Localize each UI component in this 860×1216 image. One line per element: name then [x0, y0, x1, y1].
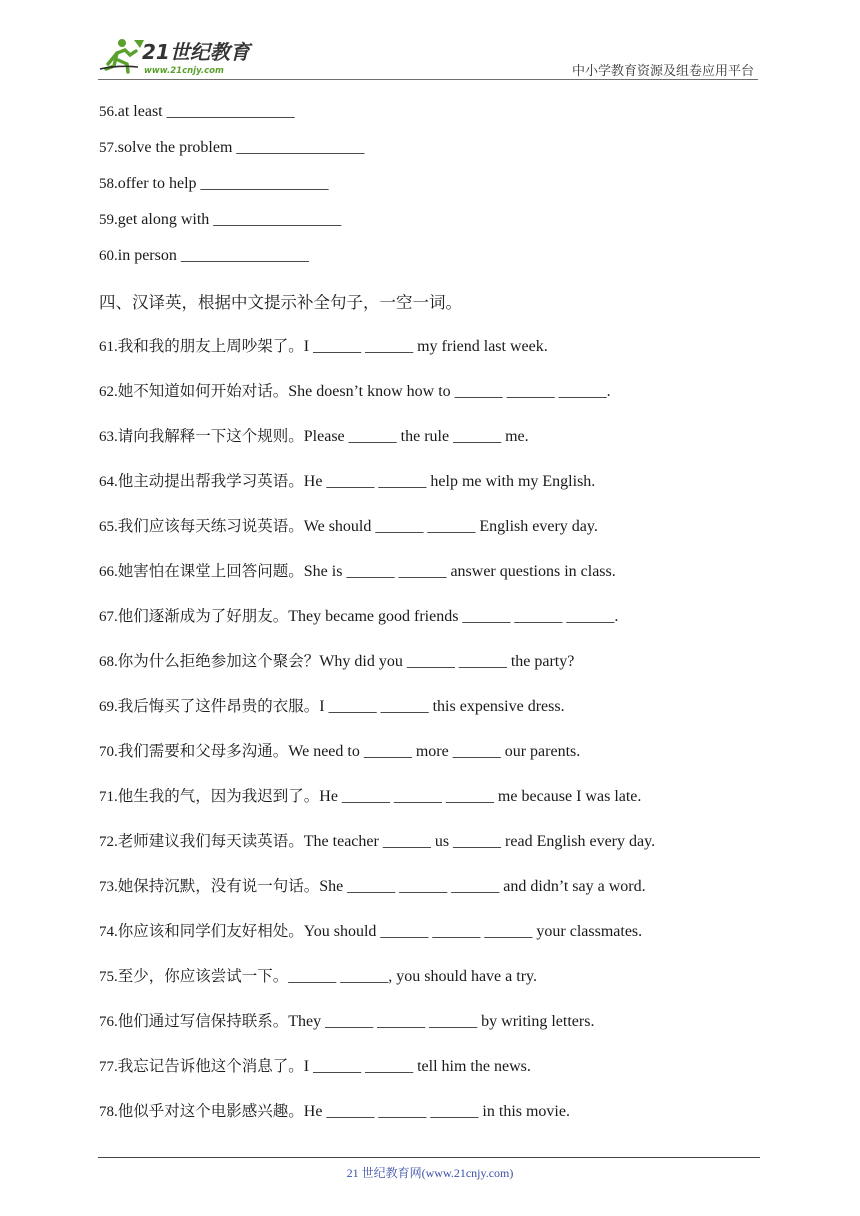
answer-line: He ______ ______ ______ me because I was late. — [319, 788, 642, 805]
question-number: 66. — [99, 564, 118, 580]
answer-line: They became good friends ______ ______ ______. — [288, 608, 619, 625]
answer-line: Why did you ______ ______ the party? — [319, 653, 575, 670]
chinese-prompt: 你为什么拒绝参加这个聚会？ — [117, 652, 320, 670]
chinese-prompt: 他们逐渐成为了好朋友。 — [117, 607, 289, 625]
question-number: 76. — [99, 1014, 118, 1030]
question-item — [99, 876, 646, 897]
question-item — [99, 471, 595, 492]
question-item — [99, 651, 574, 672]
question-item — [99, 174, 329, 194]
question-number: 57. — [99, 140, 118, 156]
page-header — [98, 32, 758, 78]
question-item — [99, 1101, 570, 1122]
answer-line: in person ________________ — [117, 247, 309, 264]
chinese-prompt: 我们需要和父母多沟通。 — [117, 742, 289, 760]
question-item — [99, 102, 295, 122]
question-item — [99, 1056, 531, 1077]
chinese-prompt: 我们应该每天练习说英语。 — [117, 517, 304, 535]
chinese-prompt: 我后悔买了这件昂贵的衣服。 — [117, 697, 320, 715]
answer-line: ______ ______, you should have a try. — [288, 968, 537, 985]
question-item — [99, 336, 548, 357]
chinese-prompt: 她不知道如何开始对话。 — [117, 382, 289, 400]
answer-line: I ______ ______ this expensive dress. — [319, 698, 565, 715]
question-item — [99, 381, 611, 402]
question-number: 58. — [99, 176, 118, 192]
question-item — [99, 966, 537, 987]
chinese-prompt: 他似乎对这个电影感兴趣。 — [117, 1102, 304, 1120]
chinese-prompt: 请向我解释一下这个规则。 — [117, 427, 304, 445]
question-number: 71. — [99, 789, 118, 805]
chinese-prompt: 我忘记告诉他这个消息了。 — [117, 1057, 304, 1075]
answer-line: The teacher ______ us ______ read English every day. — [303, 833, 656, 850]
question-number: 61. — [99, 339, 118, 355]
question-number: 67. — [99, 609, 118, 625]
question-number: 78. — [99, 1104, 118, 1120]
chinese-prompt: 她保持沉默，没有说一句话。 — [117, 877, 320, 895]
answer-line: She doesn’t know how to ______ ______ ______. — [288, 383, 611, 400]
question-item — [99, 786, 641, 807]
question-number: 70. — [99, 744, 118, 760]
footer-divider — [98, 1157, 760, 1158]
answer-line: Please ______ the rule ______ me. — [303, 428, 529, 445]
question-item — [99, 138, 364, 158]
question-item — [99, 210, 341, 230]
answer-line: get along with ________________ — [117, 211, 342, 228]
answer-line: offer to help ________________ — [117, 175, 329, 192]
chinese-prompt: 至少，你应该尝试一下。 — [117, 967, 289, 985]
question-item — [99, 696, 565, 717]
question-item — [99, 921, 642, 942]
answer-line: She ______ ______ ______ and didn’t say a word. — [319, 878, 646, 895]
chinese-prompt: 他们通过写信保持联系。 — [117, 1012, 289, 1030]
question-number: 77. — [99, 1059, 118, 1075]
question-item — [99, 741, 580, 762]
question-number: 60. — [99, 248, 118, 264]
question-number: 75. — [99, 969, 118, 985]
chinese-prompt: 老师建议我们每天读英语。 — [117, 832, 304, 850]
question-number: 74. — [99, 924, 118, 940]
chinese-prompt: 她害怕在课堂上回答问题。 — [117, 562, 304, 580]
svg-text:21世纪教育: 21世纪教育 — [142, 40, 250, 64]
question-item — [99, 246, 309, 266]
chinese-prompt: 你应该和同学们友好相处。 — [117, 922, 304, 940]
header-platform-text: 中小学教育资源及组卷应用平台 — [571, 64, 754, 79]
header-divider — [98, 79, 758, 80]
answer-line: She is ______ ______ answer questions in class. — [303, 563, 616, 580]
question-item — [99, 561, 616, 582]
section-heading: 四、汉译英，根据中文提示补全句子，一空一词。 — [99, 293, 462, 312]
answer-line: solve the problem ________________ — [117, 139, 365, 156]
chinese-prompt: 我和我的朋友上周吵架了。 — [117, 337, 304, 355]
question-number: 64. — [99, 474, 118, 490]
question-number: 73. — [99, 879, 118, 895]
question-number: 59. — [99, 212, 118, 228]
question-item — [99, 516, 598, 537]
chinese-prompt: 他生我的气，因为我迟到了。 — [117, 787, 320, 805]
question-number: 69. — [99, 699, 118, 715]
answer-line: at least ________________ — [117, 103, 295, 120]
question-number: 72. — [99, 834, 118, 850]
chinese-prompt: 他主动提出帮我学习英语。 — [117, 472, 304, 490]
question-number: 62. — [99, 384, 118, 400]
page-footer: 21 世纪教育网(www.21cnjy.com) — [346, 1166, 514, 1180]
answer-line: We should ______ ______ English every day. — [303, 518, 598, 535]
svg-text:www.21cnjy.com: www.21cnjy.com — [144, 66, 224, 76]
answer-line: We need to ______ more ______ our parents. — [288, 743, 581, 760]
question-number: 63. — [99, 429, 118, 445]
answer-line: I ______ ______ my friend last week. — [303, 338, 548, 355]
question-number: 56. — [99, 104, 118, 120]
question-item — [99, 426, 529, 447]
answer-line: They ______ ______ ______ by writing letters. — [288, 1013, 595, 1030]
answer-line: He ______ ______ ______ in this movie. — [303, 1103, 570, 1120]
question-item — [99, 831, 655, 852]
site-logo — [98, 36, 268, 76]
question-item — [99, 606, 618, 627]
question-number: 68. — [99, 654, 118, 670]
question-number: 65. — [99, 519, 118, 535]
question-item — [99, 1011, 594, 1032]
answer-line: He ______ ______ help me with my English. — [303, 473, 596, 490]
answer-line: You should ______ ______ ______ your classmates. — [303, 923, 643, 940]
answer-line: I ______ ______ tell him the news. — [303, 1058, 531, 1075]
